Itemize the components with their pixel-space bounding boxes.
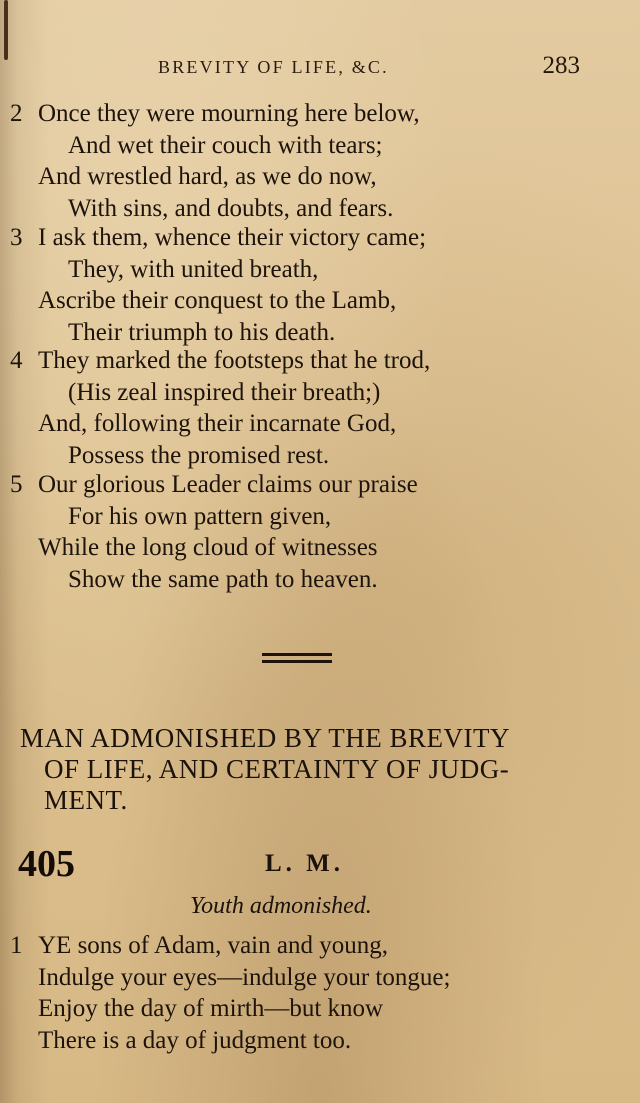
stanza-line	[10, 930, 622, 962]
stanza-number: 2	[10, 100, 23, 127]
stanza-line: While the long cloud of witnesses	[38, 534, 378, 562]
stanza-line: For his own pattern given,	[68, 502, 332, 530]
stanza-line: There is a day of judgment too.	[38, 1026, 352, 1054]
stanza-line	[10, 469, 622, 501]
stanza-line: Their triumph to his death.	[68, 318, 336, 346]
page-number: 283	[542, 52, 580, 79]
stanza-line-text: I ask them, whence their victory came;	[38, 224, 427, 251]
stanza-line: With sins, and doubts, and fears.	[68, 194, 394, 222]
section-title-line: MENT.	[44, 785, 128, 815]
stanza-number: 4	[10, 347, 23, 374]
stanza-line: And, following their incarnate God,	[38, 410, 397, 438]
stanza-number: 1	[10, 932, 23, 959]
section-title-line: OF LIFE, AND CERTAINTY OF JUDG-	[44, 754, 510, 784]
stanza-line: Possess the promised rest.	[68, 441, 330, 469]
hymn-subtitle: Youth admonished.	[190, 893, 372, 919]
stanza-line	[10, 222, 622, 254]
stanza-line: Enjoy the day of mirth—but know	[38, 995, 384, 1023]
stanza-2	[10, 98, 622, 224]
hymn-meter: L. M.	[265, 850, 345, 877]
stanza-line-text: YE sons of Adam, vain and young,	[38, 932, 388, 959]
stanza-number: 5	[10, 471, 23, 498]
stanza-3	[10, 222, 622, 348]
stanza-line: And wrestled hard, as we do now,	[38, 163, 377, 191]
stanza-line-text: Once they were mourning here below,	[38, 100, 420, 127]
stanza-line-text: Our glorious Leader claims our praise	[38, 471, 418, 498]
section-title	[20, 723, 600, 816]
stanza-line	[10, 345, 622, 377]
hymn-stanza-1	[10, 930, 622, 1056]
hymn-number: 405	[18, 843, 75, 885]
section-title-line: MAN ADMONISHED BY THE BREVITY	[20, 723, 511, 753]
running-head: BREVITY OF LIFE, &C.	[158, 57, 389, 77]
stanza-line: They, with united breath,	[68, 255, 319, 283]
stanza-line: Show the same path to heaven.	[68, 565, 378, 593]
stanza-4	[10, 345, 622, 471]
stanza-line: And wet their couch with tears;	[68, 131, 383, 159]
section-divider-ornament	[262, 653, 332, 663]
stanza-line: (His zeal inspired their breath;)	[68, 378, 381, 406]
stanza-line-text: They marked the footsteps that he trod,	[38, 347, 431, 374]
stanza-5	[10, 469, 622, 595]
stanza-line: Indulge your eyes—indulge your tongue;	[38, 963, 451, 991]
page-edge-mark	[4, 0, 8, 60]
stanza-number: 3	[10, 224, 23, 251]
stanza-line	[10, 98, 622, 130]
stanza-line: Ascribe their conquest to the Lamb,	[38, 287, 397, 315]
